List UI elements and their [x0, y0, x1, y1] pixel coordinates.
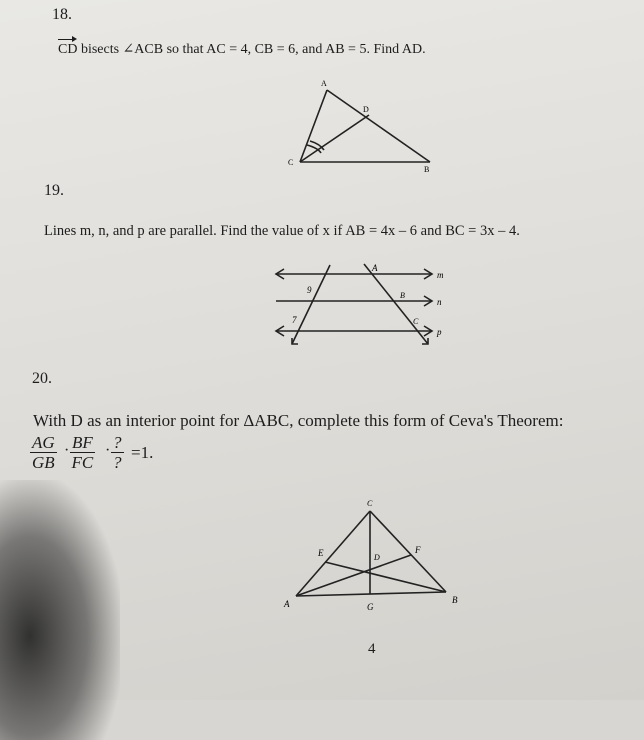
- label-a: A: [321, 79, 327, 88]
- problem-20-number: 20.: [32, 370, 52, 387]
- label-c: C: [288, 158, 294, 167]
- problem-18-statement: bisects ∠ACB so that AC = 4, CB = 6, and AB = 5. Find AD.: [80, 42, 426, 57]
- problem-19-statement: Lines m, n, and p are parallel. Find the value of x if AB = 4x – 6 and BC = 3x – 4.: [44, 223, 520, 239]
- side-cb: [370, 511, 446, 592]
- label-m: m: [437, 270, 444, 280]
- label-9: 9: [307, 285, 312, 295]
- ceva-denominator-gb: GB: [32, 453, 55, 472]
- label-g: G: [367, 602, 374, 612]
- ceva-numerator-unknown: ?: [113, 433, 122, 452]
- ceva-numerator-bf: BF: [72, 433, 93, 452]
- label-c: C: [367, 499, 373, 508]
- label-a: A: [284, 599, 290, 609]
- label-f: F: [415, 545, 421, 555]
- label-p: p: [437, 327, 442, 337]
- ceva-dot-1: ·: [64, 442, 70, 459]
- hand-shadow: [0, 480, 120, 740]
- problem-20-statement: With D as an interior point for ΔABC, complete this form of Ceva's Theorem:: [33, 411, 564, 430]
- ceva-numerator-ag: AG: [32, 433, 55, 452]
- label-a: A: [372, 263, 378, 273]
- cevian-be: [325, 562, 446, 592]
- ceva-equals-one: =1.: [131, 443, 154, 462]
- label-n: n: [437, 297, 442, 307]
- label-b: B: [400, 291, 405, 300]
- side-ab: [296, 592, 446, 596]
- label-e: E: [318, 548, 324, 558]
- label-b: B: [452, 595, 458, 605]
- page-number: 4: [368, 641, 376, 657]
- label-7: 7: [292, 315, 297, 325]
- label-d: D: [374, 553, 380, 562]
- problem-18-number: 18.: [52, 6, 72, 23]
- ray-cd: CD: [58, 42, 78, 57]
- label-c: C: [413, 317, 419, 326]
- ceva-denominator-fc: FC: [71, 453, 94, 472]
- label-d: D: [363, 105, 369, 114]
- ceva-denominator-unknown: ?: [113, 453, 122, 472]
- problem-19-number: 19.: [44, 182, 64, 199]
- label-b: B: [424, 165, 430, 174]
- ceva-dot-2: ·: [105, 442, 111, 459]
